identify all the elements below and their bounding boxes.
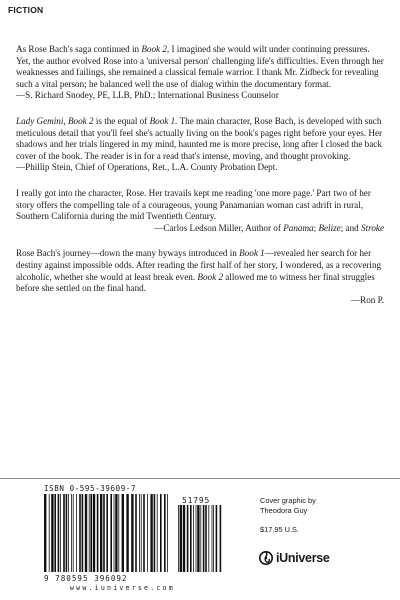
cover-credit-line2: Theodora Guy [260, 505, 308, 515]
reviews-section [16, 44, 384, 320]
ean-barcode [44, 494, 172, 572]
review-text: As Rose Bach's saga continued in Book 2, I imagined she would wilt under continuing pressures. Yet, the author evolved Rose into a 'universal person' challenging life's difficulties. Even through her weaknesses and failings, she remained a classical female warrior. I thank Mr. Zidbeck for revealing such a vital person; he balanced well the use of dialog within the documentary format. [16, 44, 384, 89]
publisher-website: www.iuniverse.com [70, 584, 175, 592]
credits-block [260, 496, 380, 535]
divider [0, 478, 400, 479]
price-barcode [178, 505, 222, 572]
review-attribution: —Ron P. [351, 294, 384, 305]
publisher-name: iUniverse [276, 551, 330, 565]
cover-credit-line1: Cover graphic by [260, 496, 316, 505]
review-3 [16, 188, 384, 234]
review-2 [16, 116, 384, 174]
review-attribution: —Carlos Ledson Miller, Author of Panama; Belize; and Stroke [154, 222, 384, 233]
review-1 [16, 44, 384, 102]
isbn-number: ISBN 0-595-39609-7 [44, 484, 137, 493]
review-attribution: —S. Richard Snodey, PE, LLB, PhD.; International Business Counselor [16, 90, 279, 101]
review-text: Rose Bach's journey—down the many byways introduced in Book 1—revealed her search for her destiny against impossible odds. After reading the first half of her story, I wondered, as a recovering alcoholic, whether she would at least break even. Book 2 allowed me to witness her final struggles before she settled on the final hand. [16, 248, 382, 294]
review-attribution: —Phillip Stein, Chief of Operations, Ret., L.A. County Probation Dept. [16, 162, 278, 173]
review-4 [16, 248, 384, 306]
swirl-logo-icon [258, 550, 274, 566]
price-code-number: 51795 [182, 496, 211, 505]
book-price: $17.95 U.S. [260, 525, 300, 535]
category-label: FICTION [8, 5, 44, 15]
review-text: Lady Gemini, Book 2 is the equal of Book 1. The main character, Rose Bach, is developed with such meticulous detail that you'll feel she's actually living on the book's pages right before your eyes. Her shadows and her trials lingered in my mind, haunted me is more precise, long after I closed the back cover of the book. The reader is in for a read that's intense, moving, and thought provoking. [16, 115, 383, 161]
review-text: I really got into the character, Rose. Her travails kept me reading 'one more page.' Part two of her story offers the compelling tale of a courageous, young Panamanian woman cast adrift in rural, Southern California during the mid Twentieth Century. [16, 187, 371, 222]
ean-number: 9 780595 396092 [44, 574, 128, 583]
publisher-logo [258, 550, 330, 566]
